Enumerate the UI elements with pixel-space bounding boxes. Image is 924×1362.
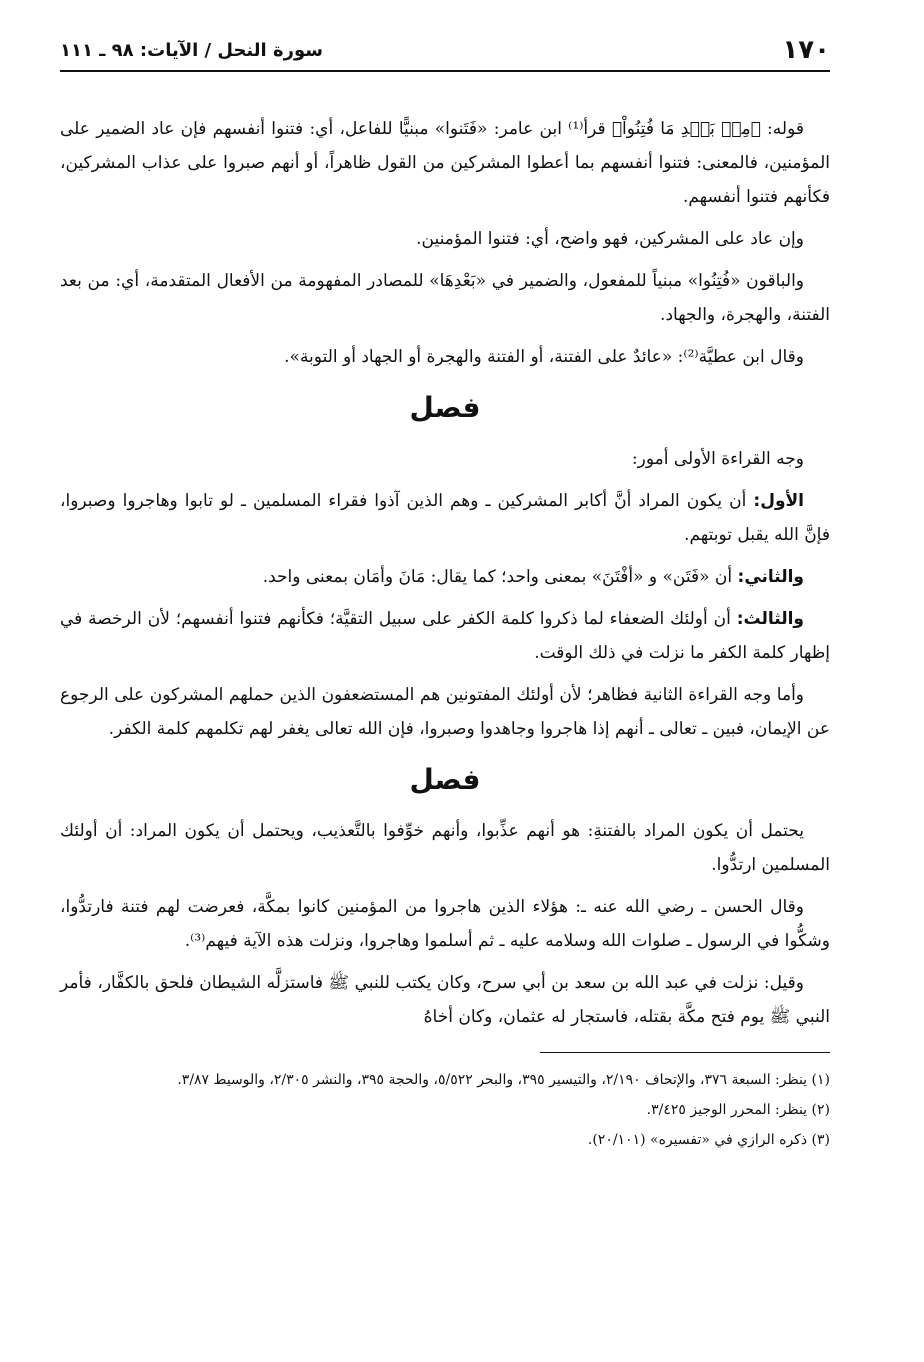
running-header-title: سورة النحل / الآيات: ٩٨ ـ ١١١ xyxy=(60,39,323,61)
list-item xyxy=(60,602,830,670)
paragraph: وإن عاد على المشركين، فهو واضح، أي: فتنوا المؤمنين. xyxy=(416,229,804,249)
section-heading: فصل xyxy=(409,763,481,796)
running-header xyxy=(60,30,830,72)
ordinal-label: الأول: xyxy=(753,491,804,511)
section-heading: فصل xyxy=(409,391,481,424)
paragraph: وقيل: نزلت في عبد الله بن سعد بن أبي سرح، وكان يكتب للنبي ﷺ فاستزلَّه الشيطان فلحق بالكفَّار، فأمر النبي ﷺ يوم فتح مكَّة بقتله، فاستجار له عثمان، وكان أخاهُ xyxy=(60,973,830,1027)
ordinal-label: والثالث: xyxy=(736,609,804,629)
page-number: ١٧٠ xyxy=(782,35,830,65)
footnote-divider xyxy=(540,1052,830,1053)
paragraph: وقال ابن عطيَّة⁽²⁾: «عائدٌ على الفتنة، أو الفتنة والهجرة أو الجهاد أو التوبة». xyxy=(284,347,804,367)
footnote: (١) ينظر: السبعة ٣٧٦، والإتحاف ٢/١٩٠، والتيسير ٣٩٥، والبحر ٥/٥٢٢، والحجة ٣٩٥، والنشر ٢/٣٠٥، والوسيط ٣/٨٧. xyxy=(177,1072,830,1088)
paragraph: وقال الحسن ـ رضي الله عنه ـ: هؤلاء الذين هاجروا من المؤمنين كانوا بمكَّة، فعرضت لهم فتنة فارتدُّوا، وشكُّوا في الرسول ـ صلوات الله وسلامه عليه ـ ثم أسلموا وهاجروا، ونزلت هذه الآية فيهم⁽³⁾. xyxy=(60,897,830,951)
paragraph: وأما وجه القراءة الثانية فظاهر؛ لأن أولئك المفتونين هم المستضعفون الذين حملهم المشركون على الرجوع عن الإيمان، فبين ـ تعالى ـ أنهم إذا هاجروا وجاهدوا وصبروا، فإن الله تعالى يغفر لهم تكلمهم كلمة الكفر. xyxy=(60,685,830,739)
list-item-text: أن أولئك الضعفاء لما ذكروا كلمة الكفر على سبيل التقيَّة؛ فكأنهم فتنوا أنفسهم؛ لأن الرخصة في إظهار كلمة الكفر ما نزلت في ذلك الوقت. xyxy=(60,609,830,663)
footnotes xyxy=(60,1065,830,1155)
page xyxy=(60,30,830,1155)
ordinal-label: والثاني: xyxy=(737,567,804,587)
paragraph: والباقون «فُتِنُوا» مبنياً للمفعول، والضمير في «بَعْدِهَا» للمصادر المفهومة من الأفعال المتقدمة، أي: من بعد الفتنة، والهجرة، والجهاد. xyxy=(60,271,830,325)
list-item xyxy=(60,560,830,594)
paragraph: يحتمل أن يكون المراد بالفتنةِ: هو أنهم عذِّبوا، وأنهم خوِّفوا بالتَّعذيب، ويحتمل أن يكون المراد: أن أولئك المسلمين ارتدُّوا. xyxy=(60,821,830,875)
list-item-text: أن «فَتَن» و «أفْتَنَ» بمعنى واحد؛ كما يقال: مَانَ وأمَان بمعنى واحد. xyxy=(262,567,738,587)
list-item xyxy=(60,484,830,552)
main-text xyxy=(60,112,830,1034)
paragraph: قوله: ﴿مِنۢ بَعۡدِ مَا فُتِنُواْ﴾ قرأ⁽¹⁾ ابن عامر: «فَتَنوا» مبنيًّا للفاعل، أي: فتنوا أنفسهم فإن عاد الضمير على المؤمنين، فالمعنى: فتنوا أنفسهم بما أعطوا المشركين من القول ظاهراً، أو أنهم صبروا على عذاب المشركين، فكأنهم فتنوا أنفسهم. xyxy=(60,119,830,207)
footnote: (٢) ينظر: المحرر الوجيز ٣/٤٢٥. xyxy=(646,1102,830,1118)
paragraph: وجه القراءة الأولى أمور: xyxy=(631,449,804,469)
footnote: (٣) ذكره الرازي في «تفسيره» (٢٠/١٠١). xyxy=(587,1132,830,1148)
header-spacer xyxy=(323,50,782,51)
list-item-text: أن يكون المراد أنَّ أكابر المشركين ـ وهم الذين آذوا فقراء المسلمين ـ لو تابوا وهاجروا وصبروا، فإنَّ الله يقبل توبتهم. xyxy=(60,491,830,545)
